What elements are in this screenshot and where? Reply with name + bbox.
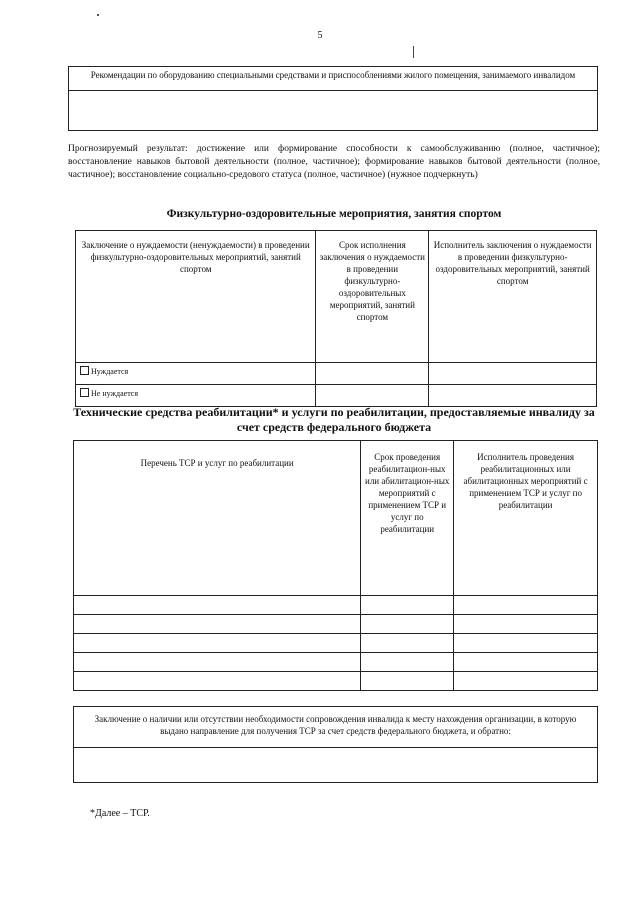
- table-cell: [429, 363, 597, 385]
- label-not-needs: Не нуждается: [91, 389, 139, 398]
- table-cell: [74, 634, 361, 653]
- table-cell: [361, 634, 454, 653]
- equipment-box-title: Рекомендации по оборудованию специальными средствами и приспособлениями жилого помещения, занимаемого инвалидом: [69, 67, 598, 91]
- table-cell: [454, 653, 598, 672]
- tsr-col-executor-header: Исполнитель проведения реабилитационных или абилитационных мероприятий с применением ТСР и услуг по реабилитации: [454, 441, 598, 596]
- checkbox-needs[interactable]: [80, 366, 89, 375]
- table-cell: [454, 596, 598, 615]
- table-cell: [361, 672, 454, 691]
- scan-mark: [413, 46, 414, 58]
- sport-row-not-needs: [76, 385, 316, 407]
- table-cell: [74, 672, 361, 691]
- tsr-section-heading: Технические средства реабилитации* и услуги по реабилитации, предоставляемые инвалиду за счет средств федерального бюджета: [73, 405, 595, 434]
- table-cell: [361, 596, 454, 615]
- tsr-col-deadline-header: Срок проведения реабилитацион-ных или абилитацион-ных мероприятий с применением ТСР и услуг по реабилитации: [361, 441, 454, 596]
- table-cell: [429, 385, 597, 407]
- table-cell: [361, 653, 454, 672]
- escort-box-entry: [74, 748, 598, 783]
- sport-row-needs: [76, 363, 316, 385]
- sport-col-executor-header: Исполнитель заключения о нуждаемости в проведении физкультурно-оздоровительных мероприятий, занятий спортом: [429, 231, 597, 363]
- tsr-col-list-header: Перечень ТСР и услуг по реабилитации: [74, 441, 361, 596]
- table-cell: [74, 615, 361, 634]
- table-cell: [74, 596, 361, 615]
- tsr-table: [73, 440, 598, 691]
- table-cell: [74, 653, 361, 672]
- equipment-box-entry: [69, 91, 598, 131]
- table-cell: [454, 672, 598, 691]
- table-cell: [454, 634, 598, 653]
- scan-speck: [97, 14, 99, 16]
- sport-table: [75, 230, 597, 407]
- table-cell: [361, 615, 454, 634]
- footnote: *Далее – ТСР.: [90, 808, 150, 819]
- checkbox-not-needs[interactable]: [80, 388, 89, 397]
- escort-conclusion-box: [73, 706, 598, 783]
- table-cell: [316, 385, 429, 407]
- equipment-recommendations-box: [68, 66, 598, 131]
- table-cell: [454, 615, 598, 634]
- label-needs: Нуждается: [91, 367, 129, 376]
- sport-col-deadline-header: Срок исполнения заключения о нуждаемости в проведении физкультурно-оздоровительных мероприятий, занятий спортом: [316, 231, 429, 363]
- escort-box-title: Заключение о наличии или отсутствии необходимости сопровождения инвалида к месту нахождения организации, в которую выдано направление для получения ТСР за счет средств федерального бюджета, и обратно:: [74, 707, 598, 748]
- sport-section-heading: Физкультурно-оздоровительные мероприятия, занятия спортом: [166, 208, 502, 220]
- page-number: 5: [317, 30, 323, 41]
- sport-col-conclusion-header: Заключение о нуждаемости (ненуждаемости) в проведении физкультурно-оздоровительных мероприятий, занятий спортом: [76, 231, 316, 363]
- table-cell: [316, 363, 429, 385]
- forecast-paragraph: Прогнозируемый результат: достижение или формирование способности к самообслуживанию (полное, частичное); восстановление навыков бытовой деятельности (полное, частичное); формирование навыков бытовой деятельности (полное, частичное); восстановление социально-средового статуса (полное, частичное) (нужное подчеркнуть): [68, 144, 600, 180]
